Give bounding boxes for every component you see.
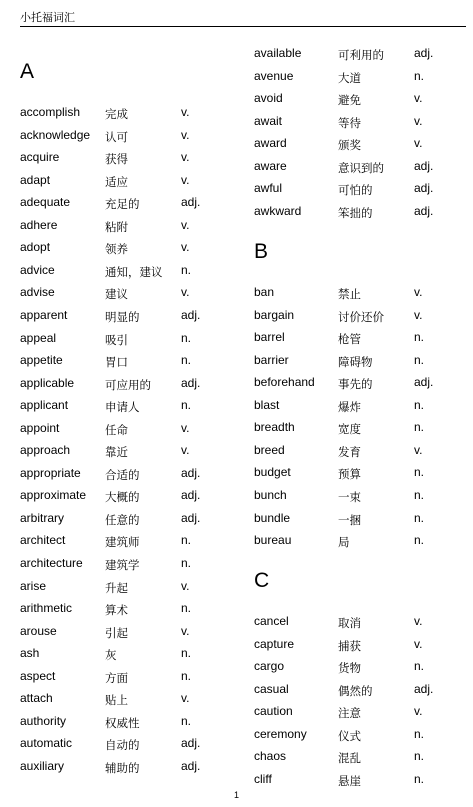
entry-translation: 建筑师 [105,535,140,550]
entry-part-of-speech: adj. [181,375,201,390]
entry-part-of-speech: v. [414,91,423,106]
entry-part-of-speech: n. [181,262,192,277]
entry-translation: 适应 [105,174,128,189]
entry-translation: 吸引 [105,332,128,347]
entry-word: advise [20,285,55,300]
entry-translation: 枪管 [338,332,361,347]
entry-translation: 讨价还价 [338,309,384,324]
entry-word: aware [254,158,287,173]
entry-translation: 等待 [338,115,361,130]
entry-translation: 事先的 [338,377,373,392]
entry-word: appetite [20,353,63,368]
entry-part-of-speech: adj. [181,195,201,210]
entry-word: barrel [254,330,285,345]
entry-part-of-speech: n. [181,601,192,616]
entry-word: arouse [20,623,57,638]
entry-word: architecture [20,556,83,570]
entry-translation: 获得 [105,152,128,167]
entry-part-of-speech: adj. [414,375,434,390]
entry-part-of-speech: n. [181,646,192,661]
entry-translation: 混乱 [338,751,361,766]
entry-part-of-speech: n. [414,533,425,548]
entry-part-of-speech: v. [414,442,423,457]
entry-word: apparent [20,307,68,322]
entry-part-of-speech: v. [181,217,190,232]
entry-part-of-speech: n. [181,668,192,683]
entry-translation: 合适的 [105,467,140,482]
entry-translation: 胃口 [105,355,128,370]
entry-word: applicable [20,375,75,390]
entry-part-of-speech: v. [181,105,190,119]
entry-part-of-speech: n. [414,68,425,83]
entry-translation: 建筑学 [105,558,140,572]
entry-translation: 预算 [338,467,361,482]
entry-translation: 一束 [338,489,361,504]
entry-part-of-speech: n. [181,713,192,728]
entry-part-of-speech: n. [181,556,192,570]
entry-translation: 颁奖 [338,138,361,153]
entry-word: avenue [254,68,294,83]
entry-part-of-speech: v. [414,136,423,151]
entry-word: await [254,113,283,128]
entry-part-of-speech: n. [414,659,425,674]
entry-word: beforehand [254,375,315,390]
entry-word: casual [254,681,289,696]
entry-word: capture [254,636,295,651]
entry-translation: 避免 [338,93,361,108]
entry-part-of-speech: adj. [414,181,434,196]
entry-part-of-speech: v. [414,113,423,128]
entry-translation: 可应用的 [105,377,151,392]
entry-word: aspect [20,668,56,683]
entry-translation: 可怕的 [338,183,373,198]
entry-translation: 笨拙的 [338,205,373,220]
entry-part-of-speech: adj. [414,46,434,60]
entry-translation: 发育 [338,444,361,459]
entry-part-of-speech: n. [414,465,425,480]
entry-translation: 方面 [105,670,128,685]
entry-word: architect [20,533,66,548]
entry-word: awful [254,181,283,196]
entry-translation: 货物 [338,661,361,676]
entry-translation: 自动的 [105,738,140,753]
entry-word: breed [254,442,285,457]
entry-translation: 一捆 [338,512,361,527]
entry-translation: 禁止 [338,287,361,301]
entry-translation: 宽度 [338,422,361,437]
entry-translation: 粘附 [105,219,128,234]
entry-word: bunch [254,487,287,502]
entry-translation: 大道 [338,70,361,85]
entry-part-of-speech: n. [181,353,192,368]
entry-part-of-speech: n. [414,330,425,345]
entry-word: arise [20,578,47,593]
entry-word: chaos [254,749,287,764]
entry-word: cliff [254,771,272,786]
entry-part-of-speech: v. [181,240,190,255]
entry-part-of-speech: v. [181,127,190,142]
entry-translation: 爆炸 [338,399,361,414]
entry-part-of-speech: adj. [181,465,201,480]
entry-translation: 可利用的 [338,48,384,62]
entry-translation: 权威性 [105,715,140,730]
entry-part-of-speech: n. [414,487,425,502]
entry-word: arbitrary [20,510,65,525]
entry-word: caution [254,704,293,719]
entry-part-of-speech: v. [414,704,423,719]
entry-translation: 任意的 [105,512,140,527]
entry-translation: 障碍物 [338,354,373,369]
entry-word: blast [254,397,280,412]
entry-word: cargo [254,659,285,674]
entry-translation: 贴上 [105,693,128,708]
entry-part-of-speech: n. [414,510,425,525]
entry-word: available [254,46,302,60]
entry-word: arithmetic [20,601,73,616]
entry-word: ceremony [254,726,307,741]
entry-translation: 领养 [105,242,128,257]
entry-translation: 明显的 [105,309,140,324]
entry-translation: 申请人 [105,400,140,415]
entry-part-of-speech: adj. [181,736,201,751]
entry-word: avoid [254,91,283,106]
entry-part-of-speech: v. [414,614,423,628]
entry-translation: 意识到的 [338,160,384,175]
entry-word: appeal [20,330,57,345]
page-number: 1 [233,790,239,800]
entry-part-of-speech: v. [414,307,423,322]
entry-word: adapt [20,172,51,187]
entry-part-of-speech: v. [181,691,190,706]
page-header-title: 小托福词汇 [20,11,75,24]
entry-part-of-speech: n. [414,726,425,741]
entry-word: breadth [254,420,295,435]
entry-word: appoint [20,420,60,435]
section-letter: B [254,240,269,263]
entry-translation: 算术 [105,603,128,618]
entry-translation: 悬崖 [338,773,361,788]
entry-part-of-speech: v. [181,443,190,458]
entry-word: adequate [20,195,71,210]
entry-word: cancel [254,614,289,628]
entry-translation: 取消 [338,616,361,630]
entry-word: barrier [254,352,289,367]
entry-part-of-speech: v. [414,285,423,299]
entry-word: advice [20,262,55,277]
entry-part-of-speech: v. [414,636,423,651]
entry-word: accomplish [20,105,81,119]
entry-word: adopt [20,240,51,255]
entry-part-of-speech: adj. [181,488,201,503]
entry-part-of-speech: n. [414,420,425,435]
entry-part-of-speech: adj. [414,158,434,173]
entry-translation: 任命 [105,422,128,437]
entry-word: approach [20,443,71,458]
entry-part-of-speech: v. [181,285,190,300]
entry-word: appropriate [20,465,81,480]
entry-translation: 完成 [105,107,128,121]
entry-translation: 仪式 [338,728,361,743]
entry-word: acquire [20,150,60,165]
entry-translation: 引起 [105,625,128,640]
entry-word: budget [254,465,291,480]
entry-word: approximate [20,488,87,503]
entry-word: bundle [254,510,291,525]
entry-translation: 偶然的 [338,683,373,698]
entry-part-of-speech: n. [414,749,425,764]
entry-word: ash [20,646,40,661]
entry-translation: 辅助的 [105,760,140,775]
entry-part-of-speech: n. [414,771,425,786]
entry-part-of-speech: v. [181,578,190,593]
entry-translation: 通知，建议 [105,264,163,279]
entry-translation: 升起 [105,580,128,595]
entry-part-of-speech: v. [181,172,190,187]
entry-part-of-speech: n. [181,533,192,548]
entry-translation: 注意 [338,706,361,721]
entry-part-of-speech: n. [414,352,425,367]
entry-part-of-speech: n. [181,330,192,345]
entry-translation: 建议 [105,287,128,302]
entry-part-of-speech: v. [181,623,190,638]
entry-word: automatic [20,736,73,751]
entry-part-of-speech: n. [414,397,425,412]
entry-part-of-speech: adj. [181,307,201,322]
entry-part-of-speech: n. [181,398,192,413]
entry-word: attach [20,691,53,706]
entry-part-of-speech: v. [181,420,190,435]
entry-word: authority [20,713,67,728]
entry-word: ban [254,285,275,299]
entry-translation: 灰 [105,648,117,663]
entry-translation: 局 [338,535,350,550]
entry-word: auxiliary [20,758,65,773]
entry-part-of-speech: adj. [181,758,201,773]
entry-part-of-speech: adj. [181,510,201,525]
entry-word: bargain [254,307,295,322]
section-letter: C [254,569,270,592]
entry-word: awkward [254,203,302,218]
header-rule [20,26,466,27]
entry-word: award [254,136,287,151]
entry-word: adhere [20,217,58,232]
entry-translation: 认可 [105,129,128,144]
entry-translation: 靠近 [105,445,128,460]
entry-part-of-speech: v. [181,150,190,165]
entry-translation: 大概的 [105,490,140,505]
entry-translation: 充足的 [105,197,140,212]
entry-part-of-speech: adj. [414,203,434,218]
entry-part-of-speech: adj. [414,681,434,696]
entry-word: bureau [254,533,292,548]
entry-word: applicant [20,398,69,413]
entry-translation: 捕获 [338,638,361,653]
section-letter: A [20,60,35,83]
entry-word: acknowledge [20,127,91,142]
